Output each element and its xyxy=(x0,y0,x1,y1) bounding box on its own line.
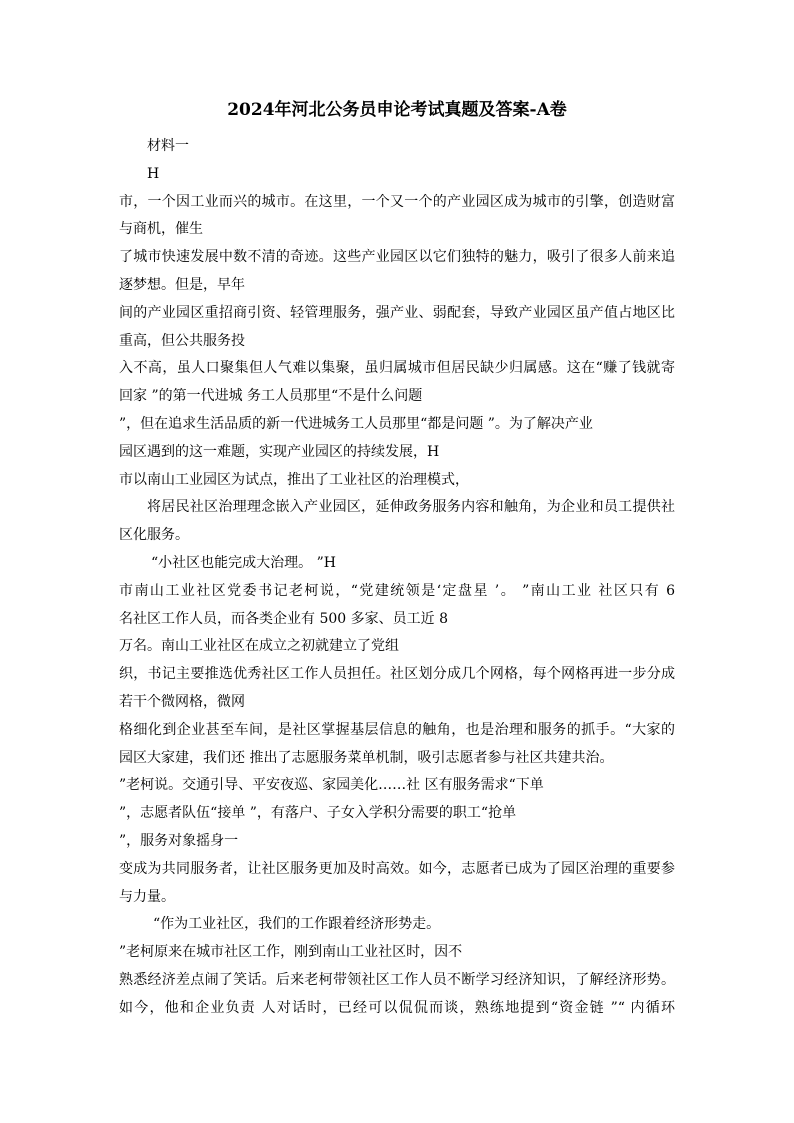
text-line: 园区遇到的这一难题，实现产业园区的持续发展，H xyxy=(119,443,440,460)
text-line: 区化服务。 xyxy=(119,527,189,544)
text-line: 了城市快速发展中数不清的奇迹。这些产业园区以它们独特的魅力，吸引了很多人前来追 xyxy=(119,249,675,266)
text-line: 若干个微网格，微网 xyxy=(119,693,245,710)
text-line: 与商机，催生 xyxy=(119,221,203,238)
section-heading: 材料一 xyxy=(147,138,189,154)
text-line: 织，书记主要推选优秀社区工作人员担任。社区划分成几个网格，每个网格再进一步分成 xyxy=(119,666,675,683)
text-line: 逐梦想。但是，早年 xyxy=(119,276,245,293)
text-line: “作为工业社区，我们的工作跟着经济形势走。 xyxy=(153,916,441,933)
text-line: ”，服务对象摇身一 xyxy=(119,832,239,849)
text-line: 市南山工业社区党委书记老柯说，“党建统领是‘定盘星 ’。 ”南山工业 社区只有 6 xyxy=(119,582,675,599)
text-line: 如今，他和企业负责 人对话时，已经可以侃侃而谈，熟练地提到“资金链 ”“ 内循环 xyxy=(119,999,675,1016)
text-line: 与力量。 xyxy=(119,888,175,905)
text-line: 入不高，虽人口聚集但人气难以集聚，虽归属城市但居民缺少归属感。这在“赚了钱就寄 xyxy=(119,360,675,377)
text-line: H xyxy=(147,165,160,182)
body-text xyxy=(119,133,675,1023)
text-line: ”，志愿者队伍“接单 ”，有落户、子女入学积分需要的职工“抢单 xyxy=(119,805,517,822)
text-line: 名社区工作人员，而各类企业有 500 多家、员工近 8 xyxy=(119,610,448,627)
text-line: 间的产业园区重招商引资、轻管理服务，强产业、弱配套，导致产业园区虽产值占地区比 xyxy=(119,304,675,321)
text-line: 将居民社区治理理念嵌入产业园区，延伸政务服务内容和触角，为企业和员工提供社 xyxy=(147,499,675,516)
text-line: 变成为共同服务者，让社区服务更加及时高效。如今，志愿者已成为了园区治理的重要参 xyxy=(119,860,675,877)
text-line: 市以南山工业园区为试点，推出了工业社区的治理模式， xyxy=(119,471,469,488)
text-line: 格细化到企业甚至车间，是社区掌握基层信息的触角，也是治理和服务的抓手。“大家的 xyxy=(119,721,675,738)
text-line: 回家 ”的第一代进城 务工人员那里“不是什么问题 xyxy=(119,388,423,405)
text-line: 园区大家建，我们还 推出了志愿服务菜单机制，吸引志愿者参与社区共建共治。 xyxy=(119,749,614,766)
text-line: 重高，但公共服务投 xyxy=(119,332,245,349)
text-line: 熟悉经济差点闹了笑话。后来老柯带领社区工作人员不断学习经济知识，了解经济形势。 xyxy=(119,971,675,988)
page-title: 2024年河北公务员申论考试真题及答案-A卷 xyxy=(227,100,567,120)
text-line: 万名。南山工业社区在成立之初就建立了党组 xyxy=(119,638,399,655)
text-line: 市，一个因工业而兴的城市。在这里，一个又一个的产业园区成为城市的引擎，创造财富 xyxy=(119,193,675,210)
text-line: “小社区也能完成大治理。 ”H xyxy=(151,554,336,571)
text-line: ”老柯原来在城市社区工作，刚到南山工业社区时，因不 xyxy=(119,944,463,961)
text-line: ”，但在追求生活品质的新一代进城务工人员那里“都是问题 ”。为了解决产业 xyxy=(119,415,593,432)
text-line: ”老柯说。交通引导、平安夜巡、家园美化……社 区有服务需求“下单 xyxy=(119,777,544,794)
